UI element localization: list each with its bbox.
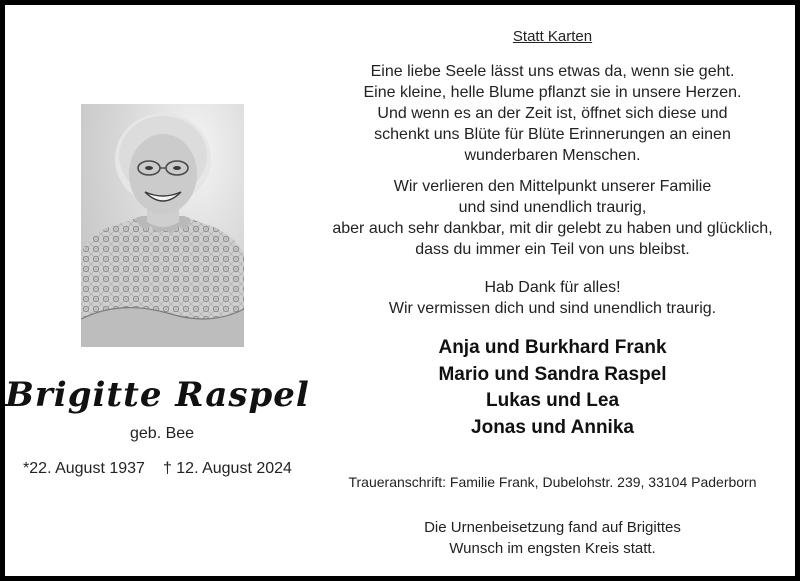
life-dates (5, 460, 310, 478)
poem-line: Und wenn es an der Zeit ist, öffnet sich diese und (377, 105, 728, 122)
burial-note (310, 517, 795, 559)
poem-line: Eine kleine, helle Blume pflanzt sie in unsere Herzen. (363, 84, 742, 101)
poem-stanza-2 (310, 176, 795, 260)
right-column (310, 5, 795, 576)
mourning-address: Traueranschrift: Familie Frank, Dubelohstr. 239, 33104 Paderborn (348, 474, 757, 490)
poem-stanza-3 (310, 277, 795, 319)
portrait-photo (81, 104, 244, 347)
poem-stanza-1 (310, 61, 795, 166)
note-line: Wunsch im engsten Kreis statt. (449, 540, 656, 557)
poem-line: wunderbaren Menschen. (464, 147, 641, 164)
deceased-name: Brigitte Raspel (5, 375, 310, 415)
poem-line: Eine liebe Seele lässt uns etwas da, wenn sie geht. (370, 63, 735, 80)
family-member: Mario und Sandra Raspel (438, 363, 667, 385)
heading: Statt Karten (512, 28, 593, 45)
portrait-illustration (81, 104, 244, 347)
poem-line: Wir verlieren den Mittelpunkt unserer Familie (393, 178, 712, 195)
poem-line: aber auch sehr dankbar, mit dir gelebt zu haben und glücklich, (332, 220, 773, 237)
birth-date: *22. August 1937 (23, 460, 145, 477)
family-member: Lukas und Lea (485, 390, 620, 411)
poem-line: schenkt uns Blüte für Blüte Erinnerungen an einen (374, 126, 731, 143)
left-column (5, 5, 310, 576)
family-list (310, 335, 795, 441)
death-date: † 12. August 2024 (162, 460, 292, 477)
birth-name: geb. Bee (130, 425, 195, 442)
poem-line: und sind unendlich traurig, (458, 199, 647, 216)
poem-line: dass du immer ein Teil von uns bleibst. (415, 241, 690, 258)
note-line: Die Urnenbeisetzung fand auf Brigittes (424, 519, 681, 536)
family-member: Anja und Burkhard Frank (438, 337, 667, 358)
poem-line: Wir vermissen dich und sind unendlich traurig. (388, 300, 717, 317)
family-member: Jonas und Annika (471, 416, 634, 438)
poem-line: Hab Dank für alles! (484, 279, 621, 296)
obituary-card (5, 5, 795, 576)
